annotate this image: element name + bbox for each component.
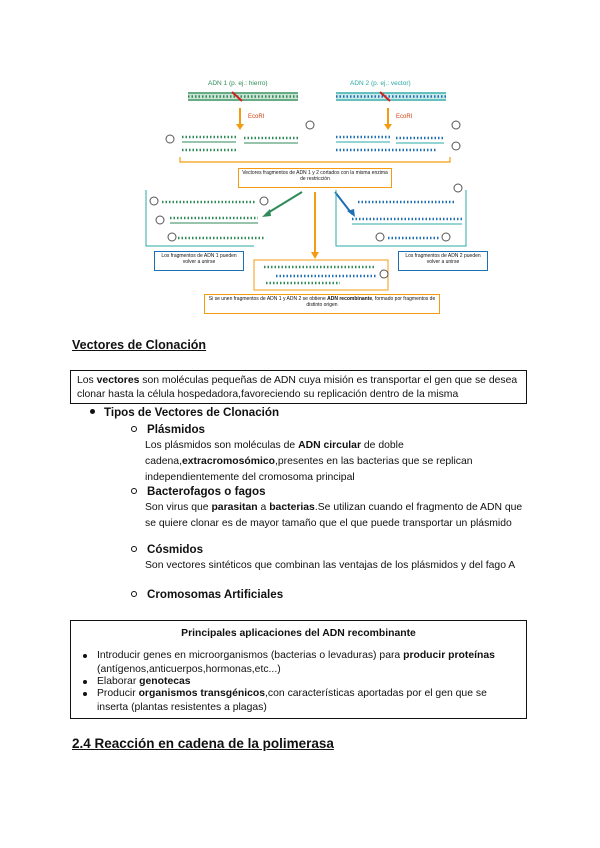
center-caption: Vectores fragmentos de ADN 1 y 2 cortados con la misma enzima de restricción [238, 168, 392, 188]
enzyme1-label: EcoRI [248, 114, 265, 120]
plasmidos-bold-2: extracromosómico [181, 456, 275, 467]
bacterofagos-text [145, 500, 530, 532]
bacterofagos-bold-1: parasitan [211, 502, 258, 513]
plasmidos-text-3: ,presentes en las bacterias que se replican independientemente del cromosoma principal [145, 456, 473, 483]
enzyme2-label: EcoRI [396, 114, 413, 120]
app1-bold: producir proteínas [403, 650, 495, 661]
bottom-caption-prefix: Si se unen fragmentos de ADN 1 y ADN 2 se obtiene [208, 296, 328, 302]
bacterofagos-text-3: .Se utilizan cuando el fragmento de ADN que se quiere clonar es de mayor tamaño que el que puede transportar un plásmido [145, 502, 523, 529]
bottom-caption-bold: ADN recombinante [327, 296, 373, 302]
intro-text-2: son moléculas pequeñas de ADN cuya misión es transportar el gen que se desea clonar hasta la célula hospedadora,favoreciendo su replicación dentro de la misma [77, 375, 518, 400]
bottom-caption-suffix: , formado por fragmentos de distinto origen [306, 296, 436, 308]
dna2-rejoined [352, 184, 462, 241]
bacterofagos-text-1: Son virus que [145, 502, 212, 513]
applications-box [70, 620, 527, 719]
bacterofagos-item [131, 485, 266, 498]
bottom-caption [204, 294, 440, 314]
app2-text-1: Elaborar [97, 676, 140, 687]
heading-pcr: 2.4 Reacción en cadena de la polimerasa [72, 736, 334, 751]
cosmidos-item [131, 543, 203, 556]
figure-graphics [140, 78, 470, 324]
left-arrowhead [262, 209, 271, 217]
center-down-arrowhead [311, 252, 319, 259]
bacterofagos-text-2: a [257, 502, 270, 513]
cromosomas-title: Cromosomas Artificiales [147, 588, 284, 601]
hollow-bullet-icon [131, 426, 137, 432]
applications-title: Principales aplicaciones del ADN recombinante [181, 628, 416, 639]
app3-bold: organismos transgénicos [138, 688, 266, 699]
intro-text-1: Los [77, 375, 97, 386]
app2-bold: genotecas [139, 676, 191, 687]
bullet-dot-icon [83, 654, 87, 658]
top-bracket [180, 157, 450, 162]
plasmidos-item [131, 423, 205, 436]
hollow-bullet-icon [131, 488, 137, 494]
bullet-dot-icon [90, 409, 95, 414]
dna2-strand [336, 92, 446, 101]
bullet-dot-icon [83, 680, 87, 684]
intro-bold: vectores [96, 375, 140, 386]
tipos-title: Tipos de Vectores de Clonación [104, 406, 280, 419]
section-title: Vectores de Clonación [72, 338, 207, 352]
left-caption: Los fragmentos de ADN 1 pueden volver a unirse [154, 251, 244, 271]
plasmidos-text-1: Los plásmidos son moléculas de [145, 440, 299, 451]
app1-text-1: Introducir genes en microorganismos (bacterias o levaduras) para [97, 650, 404, 661]
enzyme2-arrowhead [384, 124, 392, 130]
app3-text-1: Producir [97, 688, 139, 699]
dna2-label: ADN 2 (p. ej.: vector) [350, 80, 411, 87]
applications-item-3 [97, 687, 517, 715]
dna-recombinant-figure [140, 78, 481, 324]
plasmidos-title: Plásmidos [147, 423, 205, 436]
dna1-rejoined [150, 197, 268, 241]
hollow-bullet-icon [131, 546, 137, 552]
tipos-bullet [90, 406, 279, 419]
recombinant-cut-mark [380, 270, 388, 278]
bullet-dot-icon [83, 692, 87, 696]
app1-text-2: (antígenos,anticuerpos,hormonas,etc...) [97, 664, 281, 675]
cosmidos-title: Cósmidos [147, 543, 204, 556]
bacterofagos-bold-2: bacterias [269, 502, 315, 513]
plasmidos-text-2: de doble cadena, [145, 440, 404, 467]
plasmidos-bold-1: ADN circular [298, 440, 362, 451]
dna1-strand [188, 92, 298, 101]
vectors-definition-box [70, 370, 527, 404]
bacterofagos-title: Bacterofagos o fagos [147, 485, 266, 498]
hollow-bullet-icon [131, 591, 137, 597]
applications-item-1 [97, 649, 517, 677]
right-caption: Los fragmentos de ADN 2 pueden volver a unirse [398, 251, 488, 271]
dna2-fragments [336, 121, 460, 150]
dna1-label: ADN 1 (p. ej.: hierro) [208, 80, 268, 87]
app3-text-2: ,con características aportadas por el gen que se inserta (plantas resistentes a plagas) [97, 688, 487, 713]
plasmidos-text [145, 438, 510, 486]
left-arrow [266, 192, 302, 214]
cromosomas-item [131, 588, 283, 601]
cosmidos-text: Son vectores sintéticos que combinan las ventajas de los plásmidos y del fago A [145, 560, 516, 571]
enzyme1-arrowhead [236, 124, 244, 130]
